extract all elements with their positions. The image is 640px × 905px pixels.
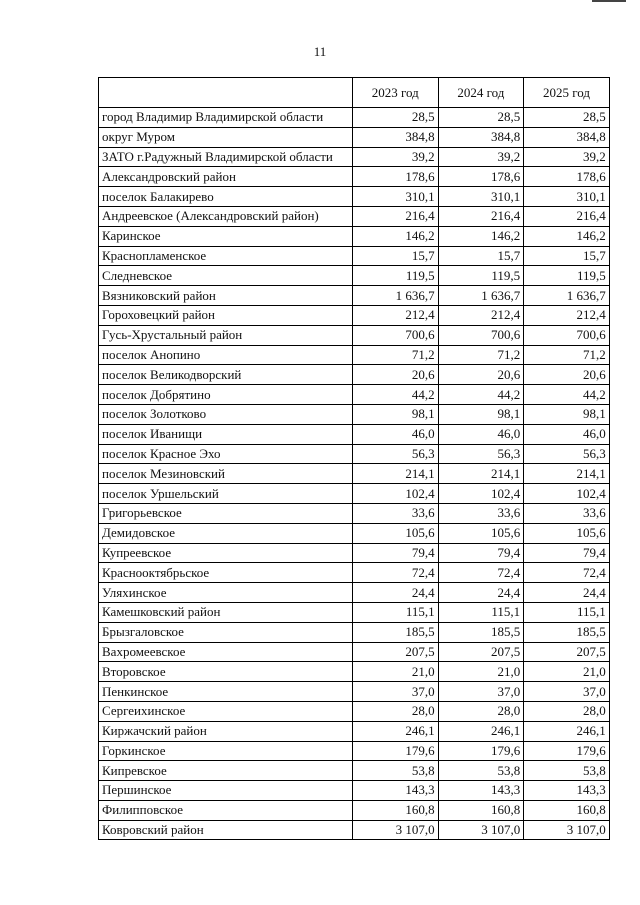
value-cell: 146,2 xyxy=(524,226,610,246)
value-cell: 98,1 xyxy=(438,404,524,424)
territory-name-cell: Вязниковский район xyxy=(99,286,353,306)
table-row xyxy=(99,563,610,583)
table-row xyxy=(99,305,610,325)
value-cell: 72,4 xyxy=(353,563,439,583)
value-cell: 98,1 xyxy=(524,404,610,424)
value-cell: 20,6 xyxy=(353,365,439,385)
value-cell: 1 636,7 xyxy=(524,286,610,306)
value-cell: 71,2 xyxy=(353,345,439,365)
value-cell: 44,2 xyxy=(353,385,439,405)
table-row xyxy=(99,206,610,226)
table-row xyxy=(99,721,610,741)
value-cell: 310,1 xyxy=(524,187,610,207)
table-row xyxy=(99,583,610,603)
budget-table xyxy=(98,77,610,840)
territory-name-cell: Демидовское xyxy=(99,523,353,543)
value-cell: 700,6 xyxy=(438,325,524,345)
value-cell: 53,8 xyxy=(524,761,610,781)
value-cell: 143,3 xyxy=(353,781,439,801)
table-row xyxy=(99,266,610,286)
value-cell: 214,1 xyxy=(353,464,439,484)
value-cell: 216,4 xyxy=(524,206,610,226)
value-cell: 46,0 xyxy=(353,424,439,444)
territory-name-cell: поселок Красное Эхо xyxy=(99,444,353,464)
value-cell: 700,6 xyxy=(353,325,439,345)
table-row xyxy=(99,781,610,801)
territory-name-cell: поселок Золотково xyxy=(99,404,353,424)
territory-name-cell: Каринское xyxy=(99,226,353,246)
value-cell: 246,1 xyxy=(353,721,439,741)
value-cell: 3 107,0 xyxy=(353,820,439,840)
value-cell: 46,0 xyxy=(438,424,524,444)
table-row xyxy=(99,108,610,128)
value-cell: 56,3 xyxy=(524,444,610,464)
value-cell: 33,6 xyxy=(438,503,524,523)
table-row xyxy=(99,701,610,721)
table-row xyxy=(99,682,610,702)
territory-name-cell: Александровский район xyxy=(99,167,353,187)
header-row xyxy=(99,78,610,108)
value-cell: 21,0 xyxy=(353,662,439,682)
territory-name-cell: ЗАТО г.Радужный Владимирской области xyxy=(99,147,353,167)
territory-name-cell: Купреевское xyxy=(99,543,353,563)
value-cell: 310,1 xyxy=(438,187,524,207)
value-cell: 3 107,0 xyxy=(524,820,610,840)
value-cell: 212,4 xyxy=(438,305,524,325)
value-cell: 28,0 xyxy=(353,701,439,721)
table-row xyxy=(99,642,610,662)
value-cell: 115,1 xyxy=(353,602,439,622)
territory-name-cell: Пенкинское xyxy=(99,682,353,702)
value-cell: 214,1 xyxy=(524,464,610,484)
territory-name-cell: поселок Анопино xyxy=(99,345,353,365)
table-row xyxy=(99,246,610,266)
value-cell: 179,6 xyxy=(438,741,524,761)
territory-name-cell: Сергеихинское xyxy=(99,701,353,721)
value-cell: 72,4 xyxy=(524,563,610,583)
value-cell: 105,6 xyxy=(524,523,610,543)
table-row xyxy=(99,167,610,187)
table-row xyxy=(99,187,610,207)
table-row xyxy=(99,800,610,820)
value-cell: 119,5 xyxy=(524,266,610,286)
value-cell: 310,1 xyxy=(353,187,439,207)
territory-name-cell: Краснооктябрьское xyxy=(99,563,353,583)
value-cell: 185,5 xyxy=(524,622,610,642)
territory-name-cell: Краснопламенское xyxy=(99,246,353,266)
territory-name-cell: поселок Великодворский xyxy=(99,365,353,385)
territory-name-cell: Гусь-Хрустальный район xyxy=(99,325,353,345)
value-cell: 384,8 xyxy=(353,127,439,147)
value-cell: 24,4 xyxy=(438,583,524,603)
territory-name-cell: Ковровский район xyxy=(99,820,353,840)
territory-name-cell: Гороховецкий район xyxy=(99,305,353,325)
value-cell: 143,3 xyxy=(438,781,524,801)
territory-name-cell: город Владимир Владимирской области xyxy=(99,108,353,128)
value-cell: 1 636,7 xyxy=(353,286,439,306)
territory-name-cell: Кипревское xyxy=(99,761,353,781)
value-cell: 146,2 xyxy=(353,226,439,246)
value-cell: 28,0 xyxy=(438,701,524,721)
value-cell: 15,7 xyxy=(524,246,610,266)
value-cell: 212,4 xyxy=(524,305,610,325)
value-cell: 105,6 xyxy=(353,523,439,543)
header-year-2023: 2023 год xyxy=(353,78,439,108)
value-cell: 37,0 xyxy=(353,682,439,702)
value-cell: 56,3 xyxy=(353,444,439,464)
value-cell: 105,6 xyxy=(438,523,524,543)
value-cell: 21,0 xyxy=(524,662,610,682)
value-cell: 37,0 xyxy=(438,682,524,702)
value-cell: 15,7 xyxy=(353,246,439,266)
table-row xyxy=(99,484,610,504)
table-header xyxy=(99,78,610,108)
table-row xyxy=(99,622,610,642)
value-cell: 71,2 xyxy=(524,345,610,365)
territory-name-cell: Горкинское xyxy=(99,741,353,761)
territory-name-cell: поселок Уршельский xyxy=(99,484,353,504)
territory-name-cell: Киржачский район xyxy=(99,721,353,741)
value-cell: 37,0 xyxy=(524,682,610,702)
value-cell: 28,5 xyxy=(438,108,524,128)
value-cell: 212,4 xyxy=(353,305,439,325)
territory-name-cell: Камешковский район xyxy=(99,602,353,622)
table-row xyxy=(99,127,610,147)
value-cell: 214,1 xyxy=(438,464,524,484)
table-row xyxy=(99,286,610,306)
value-cell: 46,0 xyxy=(524,424,610,444)
value-cell: 39,2 xyxy=(438,147,524,167)
value-cell: 39,2 xyxy=(524,147,610,167)
table-row xyxy=(99,523,610,543)
value-cell: 115,1 xyxy=(438,602,524,622)
value-cell: 207,5 xyxy=(524,642,610,662)
value-cell: 44,2 xyxy=(524,385,610,405)
value-cell: 179,6 xyxy=(353,741,439,761)
value-cell: 246,1 xyxy=(438,721,524,741)
value-cell: 102,4 xyxy=(524,484,610,504)
table-row xyxy=(99,820,610,840)
scan-edge-mark xyxy=(592,0,626,2)
table-row xyxy=(99,424,610,444)
value-cell: 53,8 xyxy=(438,761,524,781)
value-cell: 71,2 xyxy=(438,345,524,365)
value-cell: 160,8 xyxy=(438,800,524,820)
table-row xyxy=(99,226,610,246)
value-cell: 178,6 xyxy=(353,167,439,187)
territory-name-cell: округ Муром xyxy=(99,127,353,147)
table-row xyxy=(99,761,610,781)
value-cell: 185,5 xyxy=(438,622,524,642)
value-cell: 39,2 xyxy=(353,147,439,167)
territory-name-cell: Першинское xyxy=(99,781,353,801)
table-row xyxy=(99,385,610,405)
table-row xyxy=(99,365,610,385)
header-year-2024: 2024 год xyxy=(438,78,524,108)
header-year-2025: 2025 год xyxy=(524,78,610,108)
value-cell: 216,4 xyxy=(438,206,524,226)
territory-name-cell: поселок Мезиновский xyxy=(99,464,353,484)
table-row xyxy=(99,464,610,484)
table-row xyxy=(99,543,610,563)
value-cell: 21,0 xyxy=(438,662,524,682)
value-cell: 185,5 xyxy=(353,622,439,642)
value-cell: 3 107,0 xyxy=(438,820,524,840)
value-cell: 119,5 xyxy=(438,266,524,286)
value-cell: 79,4 xyxy=(438,543,524,563)
value-cell: 24,4 xyxy=(353,583,439,603)
territory-name-cell: Вахромеевское xyxy=(99,642,353,662)
value-cell: 207,5 xyxy=(438,642,524,662)
table-row xyxy=(99,662,610,682)
value-cell: 102,4 xyxy=(438,484,524,504)
territory-name-cell: поселок Иванищи xyxy=(99,424,353,444)
value-cell: 246,1 xyxy=(524,721,610,741)
value-cell: 115,1 xyxy=(524,602,610,622)
value-cell: 20,6 xyxy=(524,365,610,385)
value-cell: 216,4 xyxy=(353,206,439,226)
value-cell: 72,4 xyxy=(438,563,524,583)
value-cell: 700,6 xyxy=(524,325,610,345)
territory-name-cell: Уляхинское xyxy=(99,583,353,603)
value-cell: 44,2 xyxy=(438,385,524,405)
table-row xyxy=(99,147,610,167)
value-cell: 15,7 xyxy=(438,246,524,266)
page-number: 11 xyxy=(313,44,327,59)
table-row xyxy=(99,602,610,622)
value-cell: 119,5 xyxy=(353,266,439,286)
value-cell: 102,4 xyxy=(353,484,439,504)
table-row xyxy=(99,444,610,464)
value-cell: 178,6 xyxy=(438,167,524,187)
territory-name-cell: поселок Добрятино xyxy=(99,385,353,405)
territory-name-cell: Следневское xyxy=(99,266,353,286)
value-cell: 28,0 xyxy=(524,701,610,721)
value-cell: 28,5 xyxy=(524,108,610,128)
table-row xyxy=(99,345,610,365)
territory-name-cell: Григорьевское xyxy=(99,503,353,523)
value-cell: 178,6 xyxy=(524,167,610,187)
value-cell: 56,3 xyxy=(438,444,524,464)
value-cell: 20,6 xyxy=(438,365,524,385)
value-cell: 143,3 xyxy=(524,781,610,801)
value-cell: 179,6 xyxy=(524,741,610,761)
territory-name-cell: Филипповское xyxy=(99,800,353,820)
value-cell: 33,6 xyxy=(353,503,439,523)
table-row xyxy=(99,741,610,761)
territory-name-cell: Второвское xyxy=(99,662,353,682)
value-cell: 24,4 xyxy=(524,583,610,603)
value-cell: 146,2 xyxy=(438,226,524,246)
value-cell: 1 636,7 xyxy=(438,286,524,306)
header-name-column xyxy=(99,78,353,108)
table-row xyxy=(99,404,610,424)
territory-name-cell: Андреевское (Александровский район) xyxy=(99,206,353,226)
territory-name-cell: Брызгаловское xyxy=(99,622,353,642)
table-row xyxy=(99,503,610,523)
value-cell: 160,8 xyxy=(353,800,439,820)
value-cell: 384,8 xyxy=(524,127,610,147)
territory-name-cell: поселок Балакирево xyxy=(99,187,353,207)
table-body xyxy=(99,108,610,840)
value-cell: 79,4 xyxy=(524,543,610,563)
table-row xyxy=(99,325,610,345)
value-cell: 79,4 xyxy=(353,543,439,563)
value-cell: 207,5 xyxy=(353,642,439,662)
value-cell: 384,8 xyxy=(438,127,524,147)
value-cell: 28,5 xyxy=(353,108,439,128)
value-cell: 98,1 xyxy=(353,404,439,424)
value-cell: 160,8 xyxy=(524,800,610,820)
value-cell: 33,6 xyxy=(524,503,610,523)
value-cell: 53,8 xyxy=(353,761,439,781)
